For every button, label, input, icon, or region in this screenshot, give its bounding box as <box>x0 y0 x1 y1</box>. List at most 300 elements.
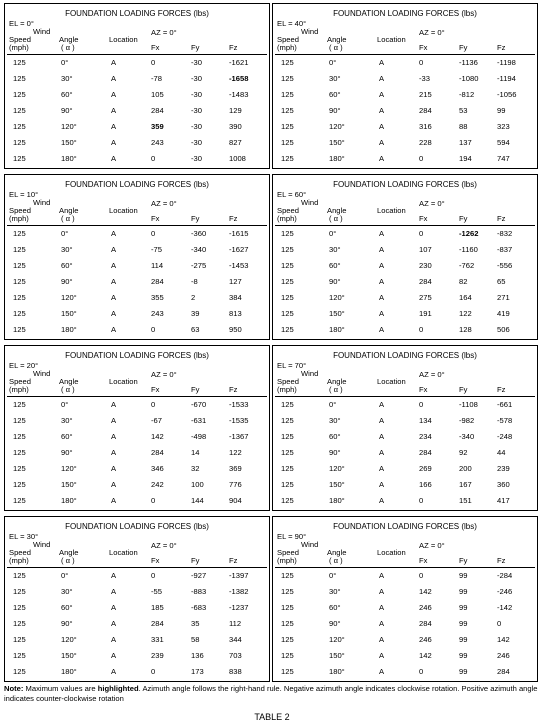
speed-cell: 125 <box>13 277 26 286</box>
fy-cell: -1262 <box>459 229 479 238</box>
location-cell: A <box>111 58 117 67</box>
angle-cell: 60° <box>61 261 73 270</box>
angle-cell: 0° <box>61 400 69 409</box>
angle-header: Angle <box>327 548 347 557</box>
wind-header: Wind <box>33 198 51 207</box>
fz-cell: 112 <box>229 619 242 628</box>
fx-cell: -78 <box>151 74 162 83</box>
alpha-header: ( α ) <box>61 43 75 52</box>
fx-cell: 215 <box>419 90 432 99</box>
fz-header: Fz <box>229 43 238 52</box>
fz-cell: 813 <box>229 309 242 318</box>
table-title: FOUNDATION LOADING FORCES (lbs) <box>65 9 209 18</box>
angle-cell: 120° <box>329 464 345 473</box>
angle-cell: 30° <box>61 245 73 254</box>
location-cell: A <box>111 325 117 334</box>
table-title: FOUNDATION LOADING FORCES (lbs) <box>65 180 209 189</box>
fy-cell: 32 <box>191 464 200 473</box>
wind-header: Wind <box>301 369 319 378</box>
fy-cell: 99 <box>459 587 468 596</box>
speed-cell: 125 <box>281 325 294 334</box>
fz-cell: 344 <box>229 635 242 644</box>
speed-cell: 125 <box>281 122 294 131</box>
fz-cell: 323 <box>497 122 510 131</box>
angle-cell: 0° <box>329 400 337 409</box>
fy-header: Fy <box>459 556 468 565</box>
fx-cell: 242 <box>151 480 164 489</box>
location-cell: A <box>111 416 117 425</box>
angle-cell: 0° <box>329 571 337 580</box>
table-title: FOUNDATION LOADING FORCES (lbs) <box>333 180 477 189</box>
fx-cell: 105 <box>151 90 164 99</box>
fy-cell: -1080 <box>459 74 479 83</box>
wind-header: Wind <box>33 27 51 36</box>
fx-cell: -55 <box>151 587 162 596</box>
fy-cell: 151 <box>459 496 472 505</box>
speed-cell: 125 <box>281 448 294 457</box>
speed-cell: 125 <box>281 245 294 254</box>
speed-cell: 125 <box>13 58 26 67</box>
location-cell: A <box>379 293 385 302</box>
fx-cell: 284 <box>151 619 164 628</box>
alpha-header: ( α ) <box>61 214 75 223</box>
table-title: FOUNDATION LOADING FORCES (lbs) <box>65 351 209 360</box>
location-header: Location <box>377 35 406 44</box>
fx-cell: 284 <box>419 619 432 628</box>
fy-cell: 35 <box>191 619 200 628</box>
angle-cell: 180° <box>61 325 77 334</box>
speed-header: Speed <box>277 206 299 215</box>
fy-cell: 2 <box>191 293 196 302</box>
speed-cell: 125 <box>13 245 26 254</box>
fx-cell: 0 <box>151 229 156 238</box>
location-cell: A <box>379 261 385 270</box>
location-cell: A <box>111 587 117 596</box>
angle-cell: 120° <box>61 464 77 473</box>
speed-cell: 125 <box>13 90 26 99</box>
elevation-label: EL = 70° <box>277 361 307 370</box>
speed-header: Speed <box>9 206 31 215</box>
fy-cell: 194 <box>459 154 472 163</box>
angle-cell: 60° <box>329 603 341 612</box>
fx-cell: -33 <box>419 74 430 83</box>
angle-cell: 90° <box>329 448 341 457</box>
location-cell: A <box>111 432 117 441</box>
elevation-label: EL = 40° <box>277 19 307 28</box>
fz-cell: 776 <box>229 480 242 489</box>
fy-cell: -631 <box>191 416 207 425</box>
speed-cell: 125 <box>13 309 26 318</box>
fx-cell: 114 <box>151 261 164 270</box>
speed-cell: 125 <box>281 58 294 67</box>
mph-header: (mph) <box>9 556 29 565</box>
az-label: AZ = 0° <box>151 370 177 379</box>
fx-cell: 346 <box>151 464 164 473</box>
fz-cell: 1008 <box>229 154 246 163</box>
fz-cell: -1627 <box>229 245 249 254</box>
speed-cell: 125 <box>13 400 26 409</box>
angle-header: Angle <box>59 548 79 557</box>
fy-cell: 58 <box>191 635 200 644</box>
fx-cell: 0 <box>151 496 156 505</box>
location-cell: A <box>379 448 385 457</box>
fy-cell: 137 <box>459 138 472 147</box>
fz-cell: -246 <box>497 587 513 596</box>
location-cell: A <box>111 122 117 131</box>
location-cell: A <box>111 400 117 409</box>
location-cell: A <box>379 309 385 318</box>
speed-cell: 125 <box>281 138 294 147</box>
speed-header: Speed <box>9 377 31 386</box>
fy-cell: -340 <box>191 245 207 254</box>
fx-cell: 359 <box>151 122 164 131</box>
location-cell: A <box>379 587 385 596</box>
location-cell: A <box>111 138 117 147</box>
fx-cell: -67 <box>151 416 162 425</box>
fz-cell: -284 <box>497 571 513 580</box>
fy-cell: 53 <box>459 106 468 115</box>
fy-header: Fy <box>459 43 468 52</box>
speed-header: Speed <box>9 548 31 557</box>
angle-cell: 150° <box>329 309 345 318</box>
fx-cell: 142 <box>151 432 164 441</box>
fx-cell: 284 <box>151 448 164 457</box>
fx-cell: 230 <box>419 261 432 270</box>
fz-cell: 271 <box>497 293 510 302</box>
speed-cell: 125 <box>281 106 294 115</box>
fy-header: Fy <box>459 214 468 223</box>
header-rule <box>275 396 535 397</box>
location-header: Location <box>109 548 138 557</box>
alpha-header: ( α ) <box>329 214 343 223</box>
location-cell: A <box>379 496 385 505</box>
fy-cell: 88 <box>459 122 468 131</box>
fz-cell: -578 <box>497 416 513 425</box>
angle-cell: 30° <box>61 416 73 425</box>
note-highlight-word: highlighted <box>97 684 139 693</box>
fy-header: Fy <box>191 556 200 565</box>
fx-header: Fx <box>419 214 428 223</box>
angle-cell: 0° <box>329 229 337 238</box>
speed-cell: 125 <box>281 74 294 83</box>
location-cell: A <box>379 571 385 580</box>
mph-header: (mph) <box>277 385 297 394</box>
location-cell: A <box>111 571 117 580</box>
speed-cell: 125 <box>281 603 294 612</box>
angle-cell: 60° <box>61 90 73 99</box>
fy-cell: 99 <box>459 619 468 628</box>
fy-cell: 99 <box>459 667 468 676</box>
fz-cell: 950 <box>229 325 242 334</box>
fz-header: Fz <box>497 385 506 394</box>
fz-cell: -1621 <box>229 58 249 67</box>
load-table-panel <box>272 345 538 511</box>
fx-cell: 0 <box>419 325 424 334</box>
fy-cell: -762 <box>459 261 475 270</box>
load-table-panel <box>272 3 538 169</box>
fy-cell: -360 <box>191 229 207 238</box>
fz-cell: 65 <box>497 277 506 286</box>
elevation-label: EL = 20° <box>9 361 39 370</box>
location-cell: A <box>111 229 117 238</box>
location-cell: A <box>111 603 117 612</box>
fz-cell: -1535 <box>229 416 249 425</box>
location-cell: A <box>379 122 385 131</box>
fx-cell: 0 <box>419 571 424 580</box>
location-cell: A <box>111 154 117 163</box>
location-cell: A <box>379 400 385 409</box>
speed-cell: 125 <box>281 309 294 318</box>
fx-cell: 142 <box>419 651 432 660</box>
fz-cell: 0 <box>497 619 502 628</box>
table-title: FOUNDATION LOADING FORCES (lbs) <box>333 9 477 18</box>
fy-cell: 63 <box>191 325 200 334</box>
angle-header: Angle <box>327 377 347 386</box>
location-cell: A <box>111 293 117 302</box>
location-cell: A <box>111 448 117 457</box>
fx-header: Fx <box>151 556 160 565</box>
location-cell: A <box>111 90 117 99</box>
load-table-panel <box>272 516 538 682</box>
az-label: AZ = 0° <box>419 370 445 379</box>
speed-cell: 125 <box>13 464 26 473</box>
location-cell: A <box>111 635 117 644</box>
location-cell: A <box>379 635 385 644</box>
fz-cell: 127 <box>229 277 242 286</box>
fx-cell: 0 <box>151 667 156 676</box>
fy-cell: -1108 <box>459 400 478 409</box>
fy-header: Fy <box>191 385 200 394</box>
fz-cell: 417 <box>497 496 510 505</box>
location-header: Location <box>377 377 406 386</box>
fz-cell: 246 <box>497 651 510 660</box>
alpha-header: ( α ) <box>329 385 343 394</box>
note-text-2: . Azimuth angle follows the right-hand rule. Negative azimuth angle indicates clockwise rotation. Positive azimuth angle indicates counter-clockwise rotation <box>4 684 538 703</box>
fx-cell: 239 <box>151 651 164 660</box>
location-cell: A <box>379 90 385 99</box>
fy-header: Fy <box>191 214 200 223</box>
speed-cell: 125 <box>281 416 294 425</box>
angle-cell: 150° <box>329 651 345 660</box>
fy-cell: 99 <box>459 603 468 612</box>
speed-cell: 125 <box>13 261 26 270</box>
angle-cell: 90° <box>61 106 73 115</box>
fy-cell: 92 <box>459 448 468 457</box>
location-cell: A <box>379 58 385 67</box>
fz-cell: -1533 <box>229 400 249 409</box>
header-rule <box>7 567 267 568</box>
fy-cell: 144 <box>191 496 204 505</box>
fx-cell: 243 <box>151 138 164 147</box>
speed-cell: 125 <box>281 651 294 660</box>
angle-header: Angle <box>59 377 79 386</box>
location-cell: A <box>111 480 117 489</box>
mph-header: (mph) <box>277 556 297 565</box>
angle-cell: 30° <box>329 245 341 254</box>
location-header: Location <box>377 548 406 557</box>
header-rule <box>275 225 535 226</box>
wind-header: Wind <box>301 540 319 549</box>
fz-cell: -837 <box>497 245 513 254</box>
fy-cell: -30 <box>191 122 202 131</box>
angle-cell: 30° <box>329 416 341 425</box>
table-caption: TABLE 2 <box>254 712 290 722</box>
fz-cell: 747 <box>497 154 510 163</box>
speed-cell: 125 <box>13 448 26 457</box>
fx-cell: 0 <box>419 496 424 505</box>
fz-cell: -1198 <box>497 58 516 67</box>
fy-cell: -927 <box>191 571 207 580</box>
fy-cell: -30 <box>191 90 202 99</box>
speed-cell: 125 <box>13 138 26 147</box>
speed-cell: 125 <box>13 293 26 302</box>
footnote <box>4 684 540 704</box>
speed-header: Speed <box>9 35 31 44</box>
header-rule <box>7 54 267 55</box>
fz-cell: -1483 <box>229 90 249 99</box>
angle-cell: 90° <box>329 277 341 286</box>
angle-cell: 60° <box>329 90 341 99</box>
location-cell: A <box>111 106 117 115</box>
angle-cell: 0° <box>329 58 337 67</box>
az-label: AZ = 0° <box>151 28 177 37</box>
fy-cell: -1160 <box>459 245 478 254</box>
angle-cell: 150° <box>61 480 77 489</box>
fz-header: Fz <box>497 214 506 223</box>
angle-cell: 150° <box>329 480 345 489</box>
angle-cell: 150° <box>61 651 77 660</box>
speed-cell: 125 <box>13 416 26 425</box>
fz-cell: -1397 <box>229 571 249 580</box>
speed-cell: 125 <box>281 496 294 505</box>
angle-cell: 120° <box>329 293 345 302</box>
angle-cell: 90° <box>61 277 73 286</box>
speed-cell: 125 <box>13 667 26 676</box>
load-table-panel <box>4 3 270 169</box>
fx-cell: 243 <box>151 309 164 318</box>
location-cell: A <box>379 74 385 83</box>
wind-header: Wind <box>301 198 319 207</box>
location-cell: A <box>379 667 385 676</box>
wind-header: Wind <box>301 27 319 36</box>
fx-cell: 355 <box>151 293 164 302</box>
angle-cell: 60° <box>61 603 73 612</box>
elevation-label: EL = 30° <box>9 532 39 541</box>
load-table-panel <box>4 174 270 340</box>
fx-cell: 185 <box>151 603 164 612</box>
fz-cell: -1194 <box>497 74 516 83</box>
elevation-label: EL = 90° <box>277 532 307 541</box>
speed-cell: 125 <box>281 229 294 238</box>
location-cell: A <box>379 603 385 612</box>
location-header: Location <box>109 35 138 44</box>
fx-cell: 331 <box>151 635 164 644</box>
speed-cell: 125 <box>281 619 294 628</box>
fz-cell: -1382 <box>229 587 249 596</box>
location-cell: A <box>379 325 385 334</box>
fy-cell: 39 <box>191 309 200 318</box>
fx-cell: 0 <box>419 400 424 409</box>
fy-cell: -30 <box>191 154 202 163</box>
angle-cell: 120° <box>61 635 77 644</box>
fy-cell: 173 <box>191 667 204 676</box>
fx-cell: 275 <box>419 293 432 302</box>
fx-cell: 166 <box>419 480 432 489</box>
location-cell: A <box>111 496 117 505</box>
angle-cell: 150° <box>329 138 345 147</box>
location-cell: A <box>379 229 385 238</box>
location-cell: A <box>111 309 117 318</box>
fx-cell: 107 <box>419 245 432 254</box>
location-cell: A <box>379 106 385 115</box>
fx-cell: 142 <box>419 587 432 596</box>
angle-cell: 90° <box>329 619 341 628</box>
mph-header: (mph) <box>9 214 29 223</box>
fx-header: Fx <box>419 43 428 52</box>
fy-cell: -8 <box>191 277 198 286</box>
fz-cell: 827 <box>229 138 242 147</box>
fz-cell: -248 <box>497 432 513 441</box>
mph-header: (mph) <box>277 214 297 223</box>
angle-cell: 180° <box>329 325 345 334</box>
fz-header: Fz <box>229 214 238 223</box>
angle-cell: 120° <box>329 635 345 644</box>
speed-cell: 125 <box>13 603 26 612</box>
speed-cell: 125 <box>281 261 294 270</box>
speed-cell: 125 <box>281 277 294 286</box>
fz-cell: -832 <box>497 229 513 238</box>
angle-cell: 120° <box>61 122 77 131</box>
fx-cell: 284 <box>151 106 164 115</box>
fx-cell: 228 <box>419 138 432 147</box>
fx-cell: 0 <box>151 400 156 409</box>
speed-cell: 125 <box>13 432 26 441</box>
fx-header: Fx <box>151 43 160 52</box>
table-title: FOUNDATION LOADING FORCES (lbs) <box>333 351 477 360</box>
fx-header: Fx <box>419 556 428 565</box>
fx-cell: 284 <box>419 277 432 286</box>
fz-cell: 506 <box>497 325 510 334</box>
table-title: FOUNDATION LOADING FORCES (lbs) <box>65 522 209 531</box>
fy-cell: -498 <box>191 432 207 441</box>
speed-cell: 125 <box>13 74 26 83</box>
fz-header: Fz <box>497 43 506 52</box>
elevation-label: EL = 60° <box>277 190 307 199</box>
fx-header: Fx <box>419 385 428 394</box>
location-cell: A <box>379 432 385 441</box>
speed-cell: 125 <box>281 635 294 644</box>
location-cell: A <box>111 245 117 254</box>
header-rule <box>275 567 535 568</box>
alpha-header: ( α ) <box>329 556 343 565</box>
fy-cell: -982 <box>459 416 475 425</box>
fz-cell: 419 <box>497 309 510 318</box>
load-table-panel <box>272 174 538 340</box>
location-cell: A <box>379 245 385 254</box>
speed-cell: 125 <box>13 635 26 644</box>
fy-cell: -30 <box>191 106 202 115</box>
fx-cell: 0 <box>151 154 156 163</box>
location-cell: A <box>379 464 385 473</box>
angle-cell: 60° <box>329 432 341 441</box>
fz-cell: 129 <box>229 106 242 115</box>
speed-cell: 125 <box>13 325 26 334</box>
angle-cell: 0° <box>61 229 69 238</box>
location-cell: A <box>379 619 385 628</box>
location-cell: A <box>379 154 385 163</box>
fz-cell: 369 <box>229 464 242 473</box>
angle-cell: 120° <box>61 293 77 302</box>
